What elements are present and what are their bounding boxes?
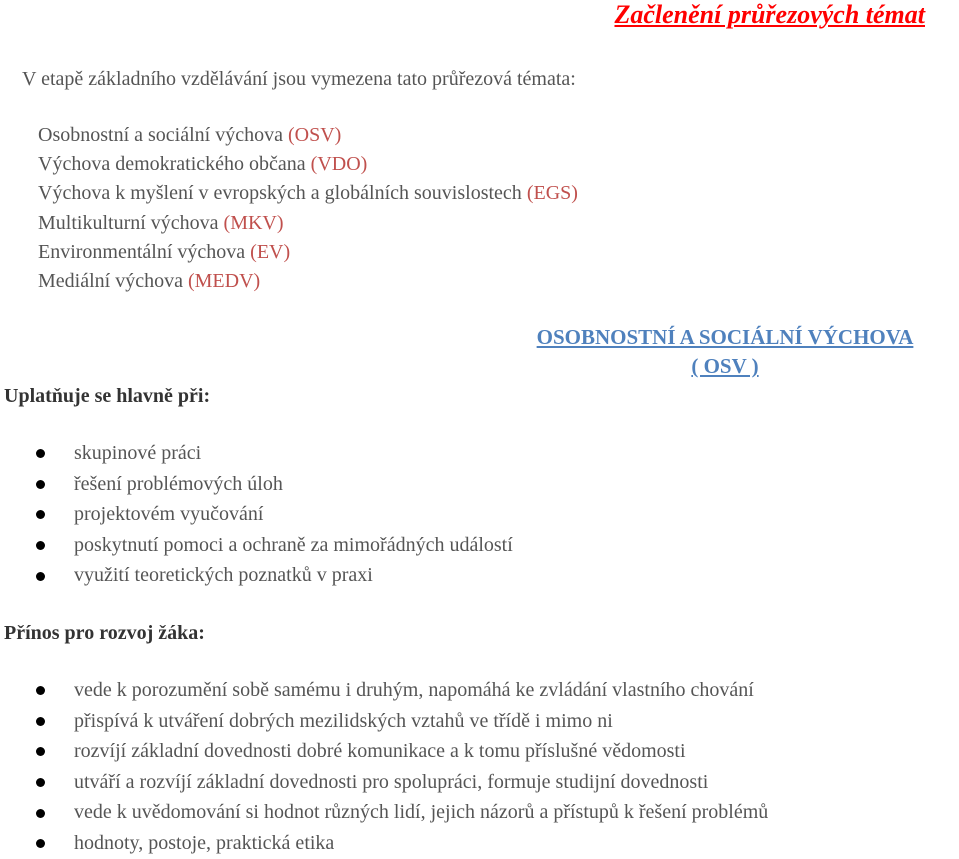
section-heading-abbreviation: ( OSV ): [691, 354, 759, 378]
theme-name: Multikulturní výchova: [38, 211, 224, 234]
bullet-icon: [36, 686, 45, 695]
section-heading: [497, 323, 953, 381]
theme-abbreviation: (MKV): [223, 211, 284, 234]
theme-item: [38, 179, 578, 208]
list-item-text: využití teoretických poznatků v praxi: [74, 564, 373, 587]
bullet-icon: [36, 747, 45, 756]
theme-name: Mediální výchova: [38, 270, 188, 293]
list-item-text: vede k porozumění sobě samému i druhým, napomáhá ke zvládání vlastního chování: [74, 679, 754, 701]
bullet-icon: [36, 572, 45, 581]
benefits-heading: Přínos pro rozvoj žáka:: [4, 622, 205, 644]
bullet-icon: [36, 480, 45, 489]
theme-abbreviation: (EV): [250, 240, 291, 263]
theme-name: Environmentální výchova: [38, 240, 251, 263]
list-item: [36, 797, 768, 828]
bullet-icon: [36, 541, 45, 550]
list-item: [36, 530, 513, 561]
theme-name: Výchova k myšlení v evropských a globálních souvislostech: [38, 182, 527, 205]
theme-abbreviation: (EGS): [526, 182, 578, 205]
page-title: Začlenění průřezových témat: [614, 0, 925, 29]
theme-name: Výchova demokratického občana: [38, 153, 311, 176]
bullet-icon: [36, 510, 45, 519]
list-item-text: vede k uvědomování si hodnot různých lidí, jejich názorů a přístupů k řešení problémů: [74, 801, 769, 824]
bullet-icon: [36, 809, 45, 818]
theme-item: [38, 150, 578, 179]
theme-item: [38, 238, 578, 267]
list-item-text: řešení problémových úloh: [74, 472, 283, 495]
list-item: [36, 767, 768, 798]
bullet-icon: [36, 449, 45, 458]
list-item-text: projektovém vyučování: [74, 503, 264, 526]
application-list: [36, 438, 513, 591]
benefits-list: [36, 675, 768, 859]
list-item: [36, 736, 768, 767]
themes-list: [38, 121, 578, 296]
list-item: [36, 675, 768, 706]
bullet-icon: [36, 839, 45, 848]
theme-abbreviation: (OSV): [287, 124, 342, 146]
intro-text: V etapě základního vzdělávání jsou vymezena tato průřezová témata:: [22, 68, 576, 90]
theme-item: [38, 209, 578, 238]
list-item: [36, 469, 513, 500]
list-item-text: skupinové práci: [74, 442, 202, 464]
theme-abbreviation: (VDO): [310, 153, 368, 176]
bullet-icon: [36, 778, 45, 787]
theme-item: [38, 267, 578, 296]
section-heading-title: OSOBNOSTNÍ A SOCIÁLNÍ VÝCHOVA: [536, 325, 914, 349]
list-item: [36, 706, 768, 737]
list-item-text: utváří a rozvíjí základní dovednosti pro spolupráci, formuje studijní dovednosti: [74, 770, 709, 793]
bullet-icon: [36, 717, 45, 726]
theme-name: Osobnostní a sociální výchova: [38, 124, 288, 146]
list-item-text: poskytnutí pomoci a ochraně za mimořádných událostí: [74, 533, 513, 556]
list-item: [36, 438, 513, 469]
list-item-text: přispívá k utváření dobrých mezilidských vztahů ve třídě i mimo ni: [74, 709, 613, 732]
list-item-text: rozvíjí základní dovednosti dobré komunikace a k tomu příslušné vědomosti: [74, 740, 686, 763]
theme-abbreviation: (MEDV): [187, 270, 261, 293]
list-item-text: hodnoty, postoje, praktická etika: [74, 831, 335, 854]
list-item: [36, 828, 768, 859]
list-item: [36, 560, 513, 591]
list-item: [36, 499, 513, 530]
application-heading: Uplatňuje se hlavně při:: [4, 385, 211, 407]
theme-item: [38, 121, 578, 150]
